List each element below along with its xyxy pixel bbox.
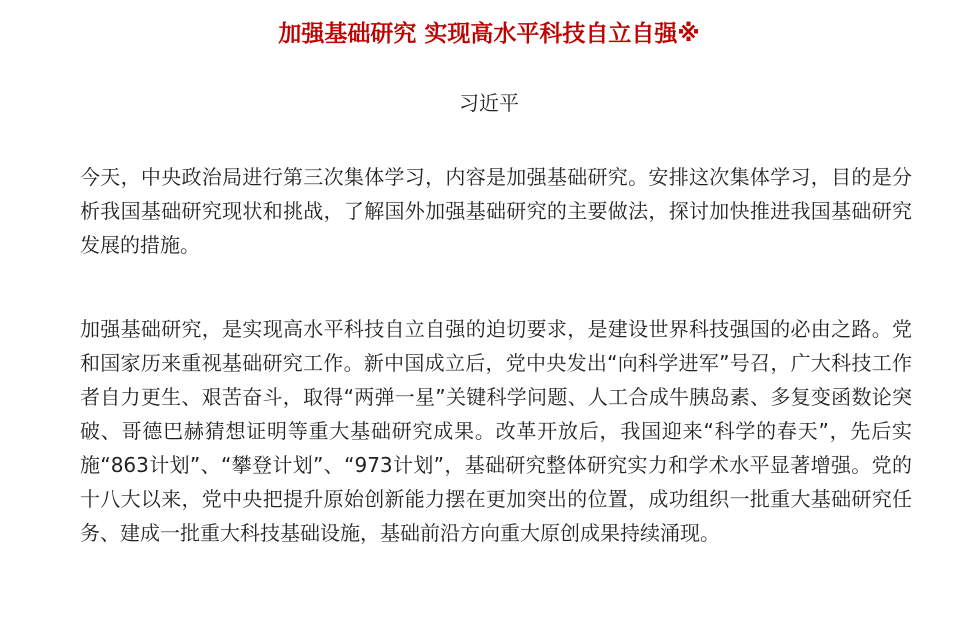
article-title: 加强基础研究 实现高水平科技自立自强※ [278, 21, 700, 47]
paragraph-2: 加强基础研究，是实现高水平科技自立自强的迫切要求，是建设世界科技强国的必由之路。党和国家历来重视基础研究工作。新中国成立后，党中央发出“向科学进军”号召，广大科技工作者自力更生、艰苦奋斗，取得“两弹一星”关键科学问题、人工合成牛胰岛素、多复变函数论突破、哥德巴赫猜想证明等重大基础研究成果。改革开放后，我国迎来“科学的春天”，先后实施“863计划”、“攀登计划”、“973计划”，基础研究整体研究实力和学术水平显著增强。党的十八大以来，党中央把提升原始创新能力摆在更加突出的位置，成功组织一批重大基础研究任务、建成一批重大科技基础设施，基础前沿方向重大原创成果持续涌现。 [80, 317, 912, 545]
paragraph-1: 今天，中央政治局进行第三次集体学习，内容是加强基础研究。安排这次集体学习，目的是分析我国基础研究现状和挑战，了解国外加强基础研究的主要做法，探讨加快推进我国基础研究发展的措施。 [80, 165, 912, 257]
article-author: 习近平 [459, 91, 519, 115]
